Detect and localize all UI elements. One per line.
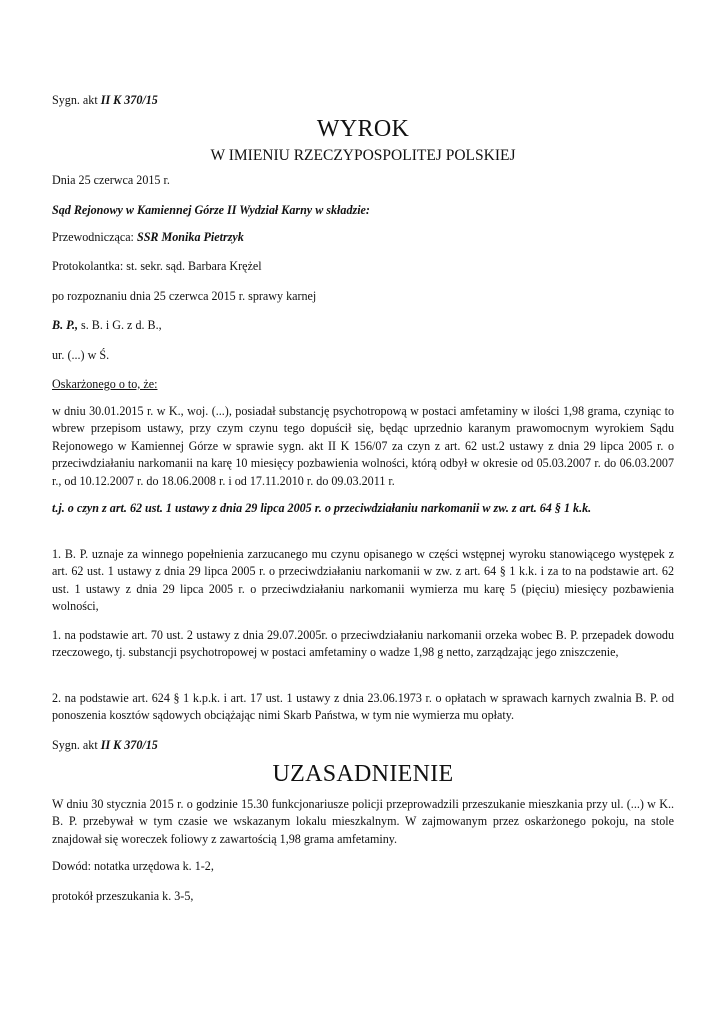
defendant-parents: s. B. i G. z d. B., <box>81 318 162 332</box>
judgment-title: WYROK <box>316 116 410 142</box>
court-clerk: Protokolantka: st. sekr. sąd. Barbara Krężel <box>52 259 262 273</box>
ruling-item: 1. B. P. uznaje za winnego popełnienia zarzucanego mu czynu opisanego w części wstępnej wyroku stanowiącego występek z art. 62 ust. 1 ustawy z dnia 29 lipca 2005 r. o przeciwdziałaniu narkomanii w zw. z art. 64 § 1 k.k. i za to na podstawie art. 62 ust. 1 ustawy z dnia 29 lipca 2005 r. o przeciwdziałaniu narkomanii wymierza mu karę 5 (pięciu) miesięcy pozbawienia wolności, <box>52 547 674 614</box>
legal-qualification: t.j. o czyn z art. 62 ust. 1 ustawy z dnia 29 lipca 2005 r. o przeciwdziałaniu narkomanii w zw. z art. 64 § 1 k.k. <box>52 501 592 515</box>
evidence-line: Dowód: notatka urzędowa k. 1-2, <box>52 859 214 873</box>
case-signature <box>52 92 158 109</box>
ruling-item: 1. na podstawie art. 70 ust. 2 ustawy z dnia 29.07.2005r. o przeciwdziałaniu narkomanii orzeka wobec B. P. przepadek dowodu rzeczowego, tj. substancji psychotropowej w postaci amfetaminy o wadze 1,98 g netto, zarządzając jego zniszczenie, <box>52 628 674 660</box>
justification-signature-label: Sygn. akt <box>52 738 98 752</box>
case-signature-label: Sygn. akt <box>52 93 98 107</box>
hearing-line: po rozpoznaniu dnia 25 czerwca 2015 r. sprawy karnej <box>52 289 317 303</box>
presiding-name: SSR Monika Pietrzyk <box>136 230 244 244</box>
justification-case-signature <box>52 737 158 754</box>
judgment-date: Dnia 25 czerwca 2015 r. <box>52 173 170 187</box>
ruling-item: 2. na podstawie art. 624 § 1 k.p.k. i art. 17 ust. 1 ustawy z dnia 23.06.1973 r. o opłatach w sprawach karnych zwalnia B. P. od ponoszenia kosztów sądowych obciążając nimi Skarb Państwa, w tym nie wymierza mu opłaty. <box>52 691 674 723</box>
justification-paragraph: W dniu 30 stycznia 2015 r. o godzinie 15.30 funkcjonariusze policji przeprowadzili przeszukanie mieszkania przy ul. (...) w K.. B. P. przebywał w tym czasie we wskazanym lokalu mieszkalnym. W zajmowanym przez oskarżonego pokoju, na stole znajdował się woreczek foliowy z zawartością 1,98 grama amfetaminy. <box>52 797 674 846</box>
defendant-name: B. P., <box>52 318 78 332</box>
evidence-line: protokół przeszukania k. 3-5, <box>52 889 194 903</box>
charge-paragraph: w dniu 30.01.2015 r. w K., woj. (...), posiadał substancję psychotropową w postaci amfetaminy w ilości 1,98 grama, czyniąc to wbrew przepisom ustawy, przy czym czynu tego dopuścił się, będąc uprzednio karanym prawomocnym wyrokiem Sądu Rejonowego w Kamiennej Górze w sprawie sygn. akt II K 156/07 za czyn z art. 62 ust.2 ustawy z dnia 29 lipca 2005 r. o przeciwdziałaniu narkomanii na karę 10 miesięcy pozbawienia wolności, którą odbył w okresie od 05.03.2007 r. do 06.03.2007 r., od 10.12.2007 r. do 18.06.2008 r. i od 17.11.2010 r. do 09.03.2011 r. <box>52 404 674 488</box>
judgment-subtitle: W IMIENIU RZECZYPOSPOLITEJ POLSKIEJ <box>210 147 516 164</box>
case-signature-number: II K 370/15 <box>100 93 158 107</box>
presiding-judge <box>52 229 244 246</box>
defendant <box>52 317 162 334</box>
court-composition: Sąd Rejonowy w Kamiennej Górze II Wydział Karny w składzie: <box>52 203 370 217</box>
justification-signature-number: II K 370/15 <box>100 738 158 752</box>
accused-heading: Oskarżonego o to, że: <box>52 377 158 391</box>
justification-title: UZASADNIENIE <box>272 761 454 787</box>
defendant-birth: ur. (...) w Ś. <box>52 348 110 362</box>
presiding-label: Przewodnicząca: <box>52 230 134 244</box>
